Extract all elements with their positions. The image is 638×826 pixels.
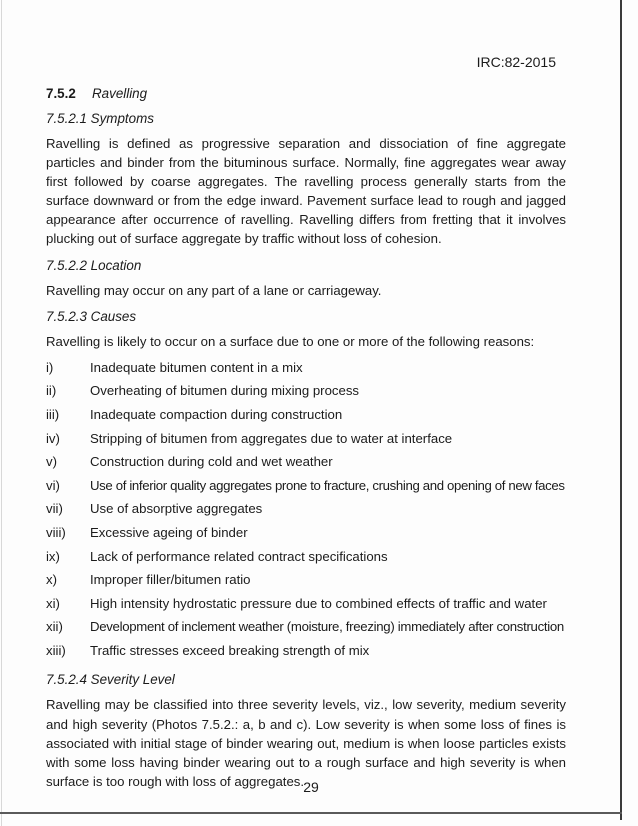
page-number: 29 <box>303 779 319 795</box>
list-item-number: xiii) <box>46 642 66 658</box>
list-item-number: iv) <box>46 430 60 446</box>
list-item-text: Overheating of bitumen during mixing process <box>90 383 360 399</box>
list-item <box>46 381 566 405</box>
list-item-text: High intensity hydrostatic pressure due to combined effects of traffic and water <box>90 595 547 611</box>
location-heading: 7.5.2.2 Location <box>46 257 142 273</box>
list-item-text: Development of inclement weather (moisture, freezing) immediately after construction <box>90 619 564 635</box>
list-item-number: i) <box>46 359 54 375</box>
list-item <box>46 476 566 500</box>
list-item <box>46 594 566 618</box>
list-item-number: xi) <box>46 595 60 611</box>
list-item <box>46 570 566 594</box>
list-item-text: Use of absorptive aggregates <box>90 501 263 517</box>
section-number: 7.5.2 <box>46 86 76 101</box>
section-title: Ravelling <box>92 86 148 101</box>
list-item-text: Stripping of bitumen from aggregates due to water at interface <box>90 430 453 446</box>
page-content <box>46 84 566 798</box>
page-right-edge <box>620 0 622 820</box>
list-item <box>46 452 566 476</box>
list-item-number: vii) <box>46 501 63 517</box>
list-item-number: ii) <box>46 383 57 399</box>
document-code: IRC:82-2015 <box>476 54 556 70</box>
list-item-number: iii) <box>46 406 60 422</box>
page-bottom-edge <box>0 812 622 814</box>
list-item-text: Construction during cold and wet weather <box>90 454 333 470</box>
list-item-number: ix) <box>46 548 60 564</box>
severity-heading: 7.5.2.4 Severity Level <box>46 672 175 688</box>
list-item-text: Inadequate bitumen content in a mix <box>90 359 303 375</box>
list-item-number: x) <box>46 572 57 588</box>
list-item <box>46 547 566 571</box>
list-item-text: Use of inferior quality aggregates prone to fracture, crushing and opening of new faces <box>90 477 565 493</box>
causes-heading: 7.5.2.3 Causes <box>46 308 137 324</box>
list-item <box>46 641 566 665</box>
symptoms-heading: 7.5.2.1 Symptoms <box>46 111 154 126</box>
list-item-number: v) <box>46 454 57 470</box>
list-item-number: xii) <box>46 619 63 635</box>
causes-intro: Ravelling is likely to occur on a surface due to one or more of the following reasons: <box>46 333 535 349</box>
list-item <box>46 405 566 429</box>
severity-paragraph: Ravelling may be classified into three severity levels, viz., low severity, medium severity and high severity (Photos 7.5.2.: a, b and c). Low severity is when some loss of fines is associated with initial stage of binder wearing out, medium is when loose particles exists with some loss having binder wearing out to a rough surface and high severity is when surface is too rough with loss of aggregates. <box>46 697 566 789</box>
list-item-text: Inadequate compaction during construction <box>90 406 343 422</box>
symptoms-paragraph: Ravelling is defined as progressive separation and dissociation of fine aggregate particles and binder from the bituminous surface. Normally, fine aggregates wear away first followed by coarse aggregates. The ravelling process generally starts from the surface downward or from the edge inward. Pavement surface lead to rough and jagged appearance after occurrence of ravelling. Ravelling differs from fretting that it involves plucking out of surface aggregate by traffic without loss of cohesion. <box>46 136 566 247</box>
location-paragraph: Ravelling may occur on any part of a lane or carriageway. <box>46 282 382 298</box>
list-item-number: vi) <box>46 477 60 493</box>
list-item <box>46 429 566 453</box>
page-left-edge <box>1 0 2 826</box>
list-item <box>46 499 566 523</box>
list-item <box>46 617 566 641</box>
list-item-text: Traffic stresses exceed breaking strength of mix <box>90 642 370 658</box>
list-item-text: Excessive ageing of binder <box>90 524 248 540</box>
list-item <box>46 358 566 382</box>
causes-list <box>46 358 566 665</box>
section-heading <box>46 84 566 104</box>
list-item-text: Lack of performance related contract specifications <box>90 548 388 564</box>
list-item <box>46 523 566 547</box>
list-item-number: viii) <box>46 524 66 540</box>
list-item-text: Improper filler/bitumen ratio <box>90 572 251 588</box>
